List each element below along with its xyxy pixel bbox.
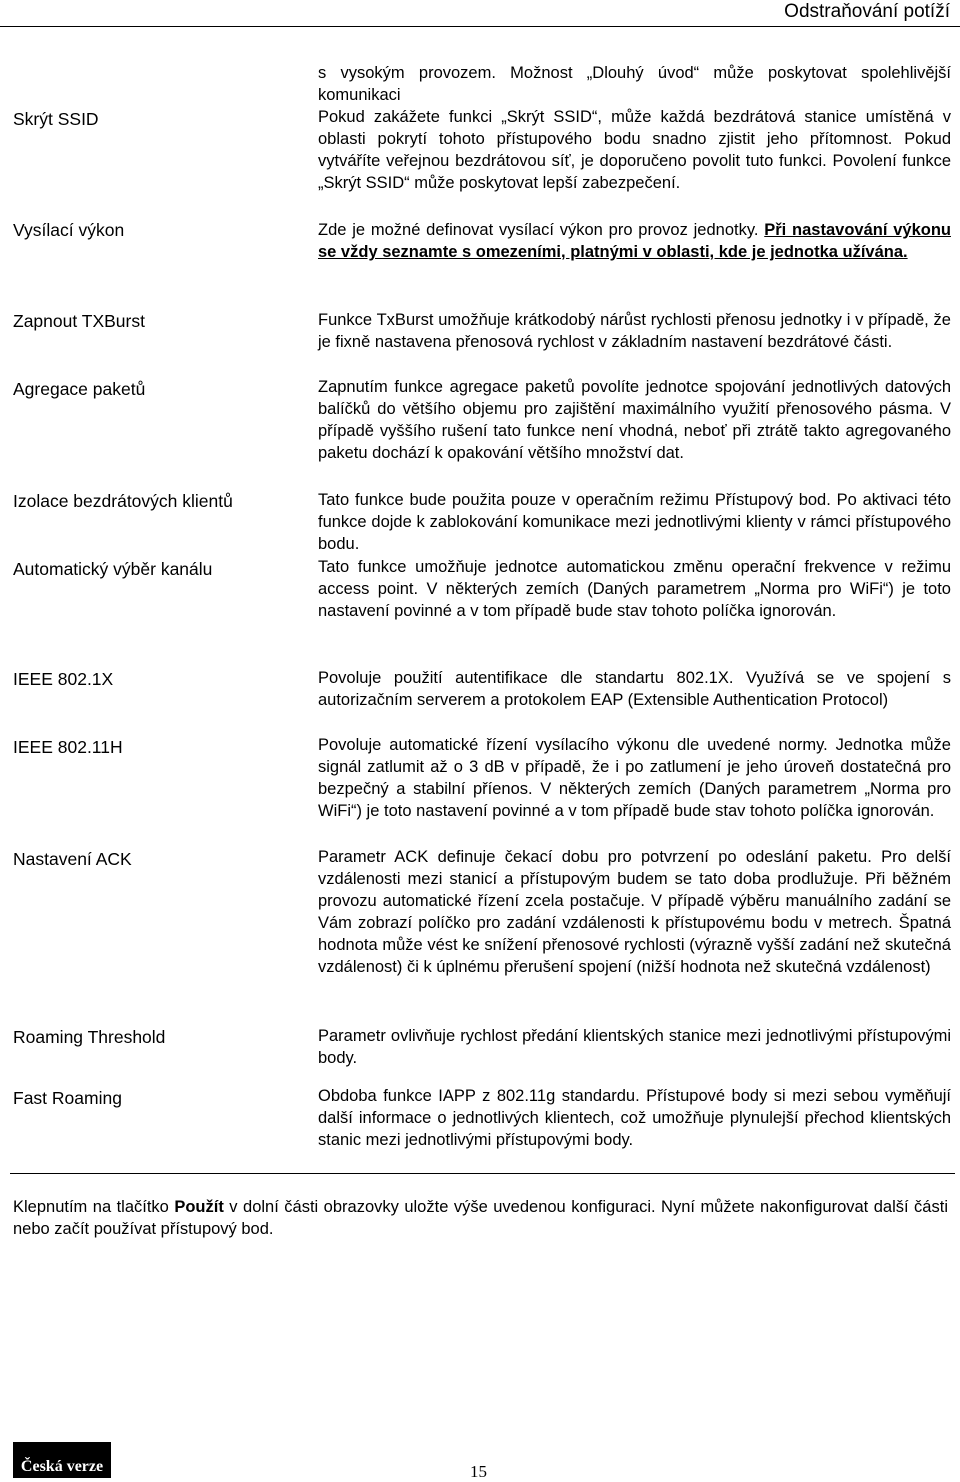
table-bottom-rule (10, 1173, 955, 1174)
desc-auto-channel: Tato funkce umožňuje jednotce automatickou změnu operační frekvence v režimu access point. V některých zemích (Daných parametrem „Norma pro WiFi“) je toto nastavení povinné a v tom případě bude stav tohoto políčka ignorován. (318, 558, 951, 620)
desc-continued: s vysokým provozem. Možnost „Dlouhý úvod“ může poskytovat spolehlivější komunikaci (318, 64, 951, 104)
desc-client-isolation: Tato funkce bude použita pouze v operačním režimu Přístupový bod. Po aktivaci této funkce dojde k zablokování komunikace mezi jednotlivými klienty v rámci přístupového bodu. (318, 491, 951, 553)
desc-ack-setting: Parametr ACK definuje čekací dobu pro potvrzení po odeslání paketu. Pro delší vzdálenosti mezi stanicí a přístupovým budem se tato doba prodlužuje. Při běžném provozu automatické řízení zcela postačuje. V případě výběru manuálního zadání se Vám zobrazí políčko pro zadání vzdálenosti k přístupovému bodu v metrech. Špatná hodnota může vést ke snížení přenosové rychlosti (výrazně vyšší zadání než skutečná vzdálenost) či k úplnému přerušení spojení (nižší hodnota než skutečná vzdálenost) (318, 848, 951, 976)
term-ieee-8021x: IEEE 802.1X (13, 669, 114, 689)
footer-text-after: v dolní části obrazovky uložte výše uvedenou konfiguraci. Nyní můžete nakonfigurovat další části nebo začít používat přístupový bod. (13, 1198, 948, 1238)
desc-ieee-8021x: Povoluje použití autentifikace dle standartu 802.1X. Využívá se ve spojení s autorizačním serverem a protokolem EAP (Extensible Authentication Protocol) (318, 669, 951, 709)
term-packet-aggregation: Agregace paketů (13, 379, 146, 399)
page-number: 15 (470, 1462, 487, 1481)
language-badge (13, 1442, 111, 1478)
page-header (0, 0, 960, 27)
term-ack-setting: Nastavení ACK (13, 849, 132, 869)
footer-text-before: Klepnutím na tlačítko (13, 1198, 175, 1216)
term-fast-roaming: Fast Roaming (13, 1088, 122, 1108)
header-title: Odstraňování potíží (784, 1, 950, 22)
term-auto-channel: Automatický výběr kanálu (13, 559, 213, 579)
language-label: Česká verze (20, 1458, 104, 1475)
term-tx-power: Vysílací výkon (13, 220, 125, 240)
footer-apply-button-name: Použít (174, 1198, 224, 1216)
desc-ieee-80211h: Povoluje automatické řízení vysílacího výkonu dle uvedené normy. Jednotka může signál zatlumit až o 3 dB v případě, že i po zatlumení je jeho úroveň dostatečná pro bezpečný a stabilní příenos. V některých zemích (Daných parametrem „Norma pro WiFi“) je toto nastavení povinné a v tom případě bude stav tohoto políčka ignorován. (318, 736, 951, 820)
desc-tx-power-text: Zde je možné definovat vysílací výkon pro provoz jednotky. (318, 221, 759, 239)
term-txburst: Zapnout TXBurst (13, 311, 145, 331)
desc-tx-power-warning: Při nastavování výkonu se vždy seznamte s omezeními, platnými v oblasti, kde je jednotka užívána. (318, 221, 951, 261)
term-ieee-80211h: IEEE 802.11H (13, 737, 123, 757)
desc-tx-power (318, 219, 951, 263)
desc-roaming-threshold: Parametr ovlivňuje rychlost předání klientských stanice mezi jednotlivými přístupovými body. (318, 1027, 951, 1067)
term-client-isolation: Izolace bezdrátových klientů (13, 491, 233, 511)
term-roaming-threshold: Roaming Threshold (13, 1027, 166, 1047)
footer-paragraph (13, 1196, 948, 1240)
desc-packet-aggregation: Zapnutím funkce agregace paketů povolíte jednotce spojování jednotlivých datových balíčků do většího objemu pro zajištění maximálního využití přenosového pásma. V případě vyššího rušení tato funkce není vhodná, neboť při ztrátě takto agregovaného paketu dochází k opakování většího množství dat. (318, 378, 951, 462)
term-hide-ssid: Skrýt SSID (13, 109, 99, 129)
desc-fast-roaming: Obdoba funkce IAPP z 802.11g standardu. Přístupové body si mezi sebou vyměňují další informace o jednotlivých klientech, což umožňuje plynulejší přechod klientských stanic mezi jednotlivými přístupovými body. (318, 1087, 951, 1149)
desc-txburst: Funkce TxBurst umožňuje krátkodobý nárůst rychlosti přenosu jednotky i v případě, že je fixně nastavena přenosová rychlost v základním nastavení bezdrátové části. (318, 311, 951, 351)
desc-hide-ssid: Pokud zakážete funkci „Skrýt SSID“, může každá bezdrátová stanice umístěná v oblasti pokrytí tohoto přístupového bodu snadno zjistit jeho přítomnost. Pokud vytváříte veřejnou bezdrátovou síť, je doporučeno povolit tuto funkci. Povolení funkce „Skrýt SSID“ může poskytovat lepší zabezpečení. (318, 108, 951, 192)
